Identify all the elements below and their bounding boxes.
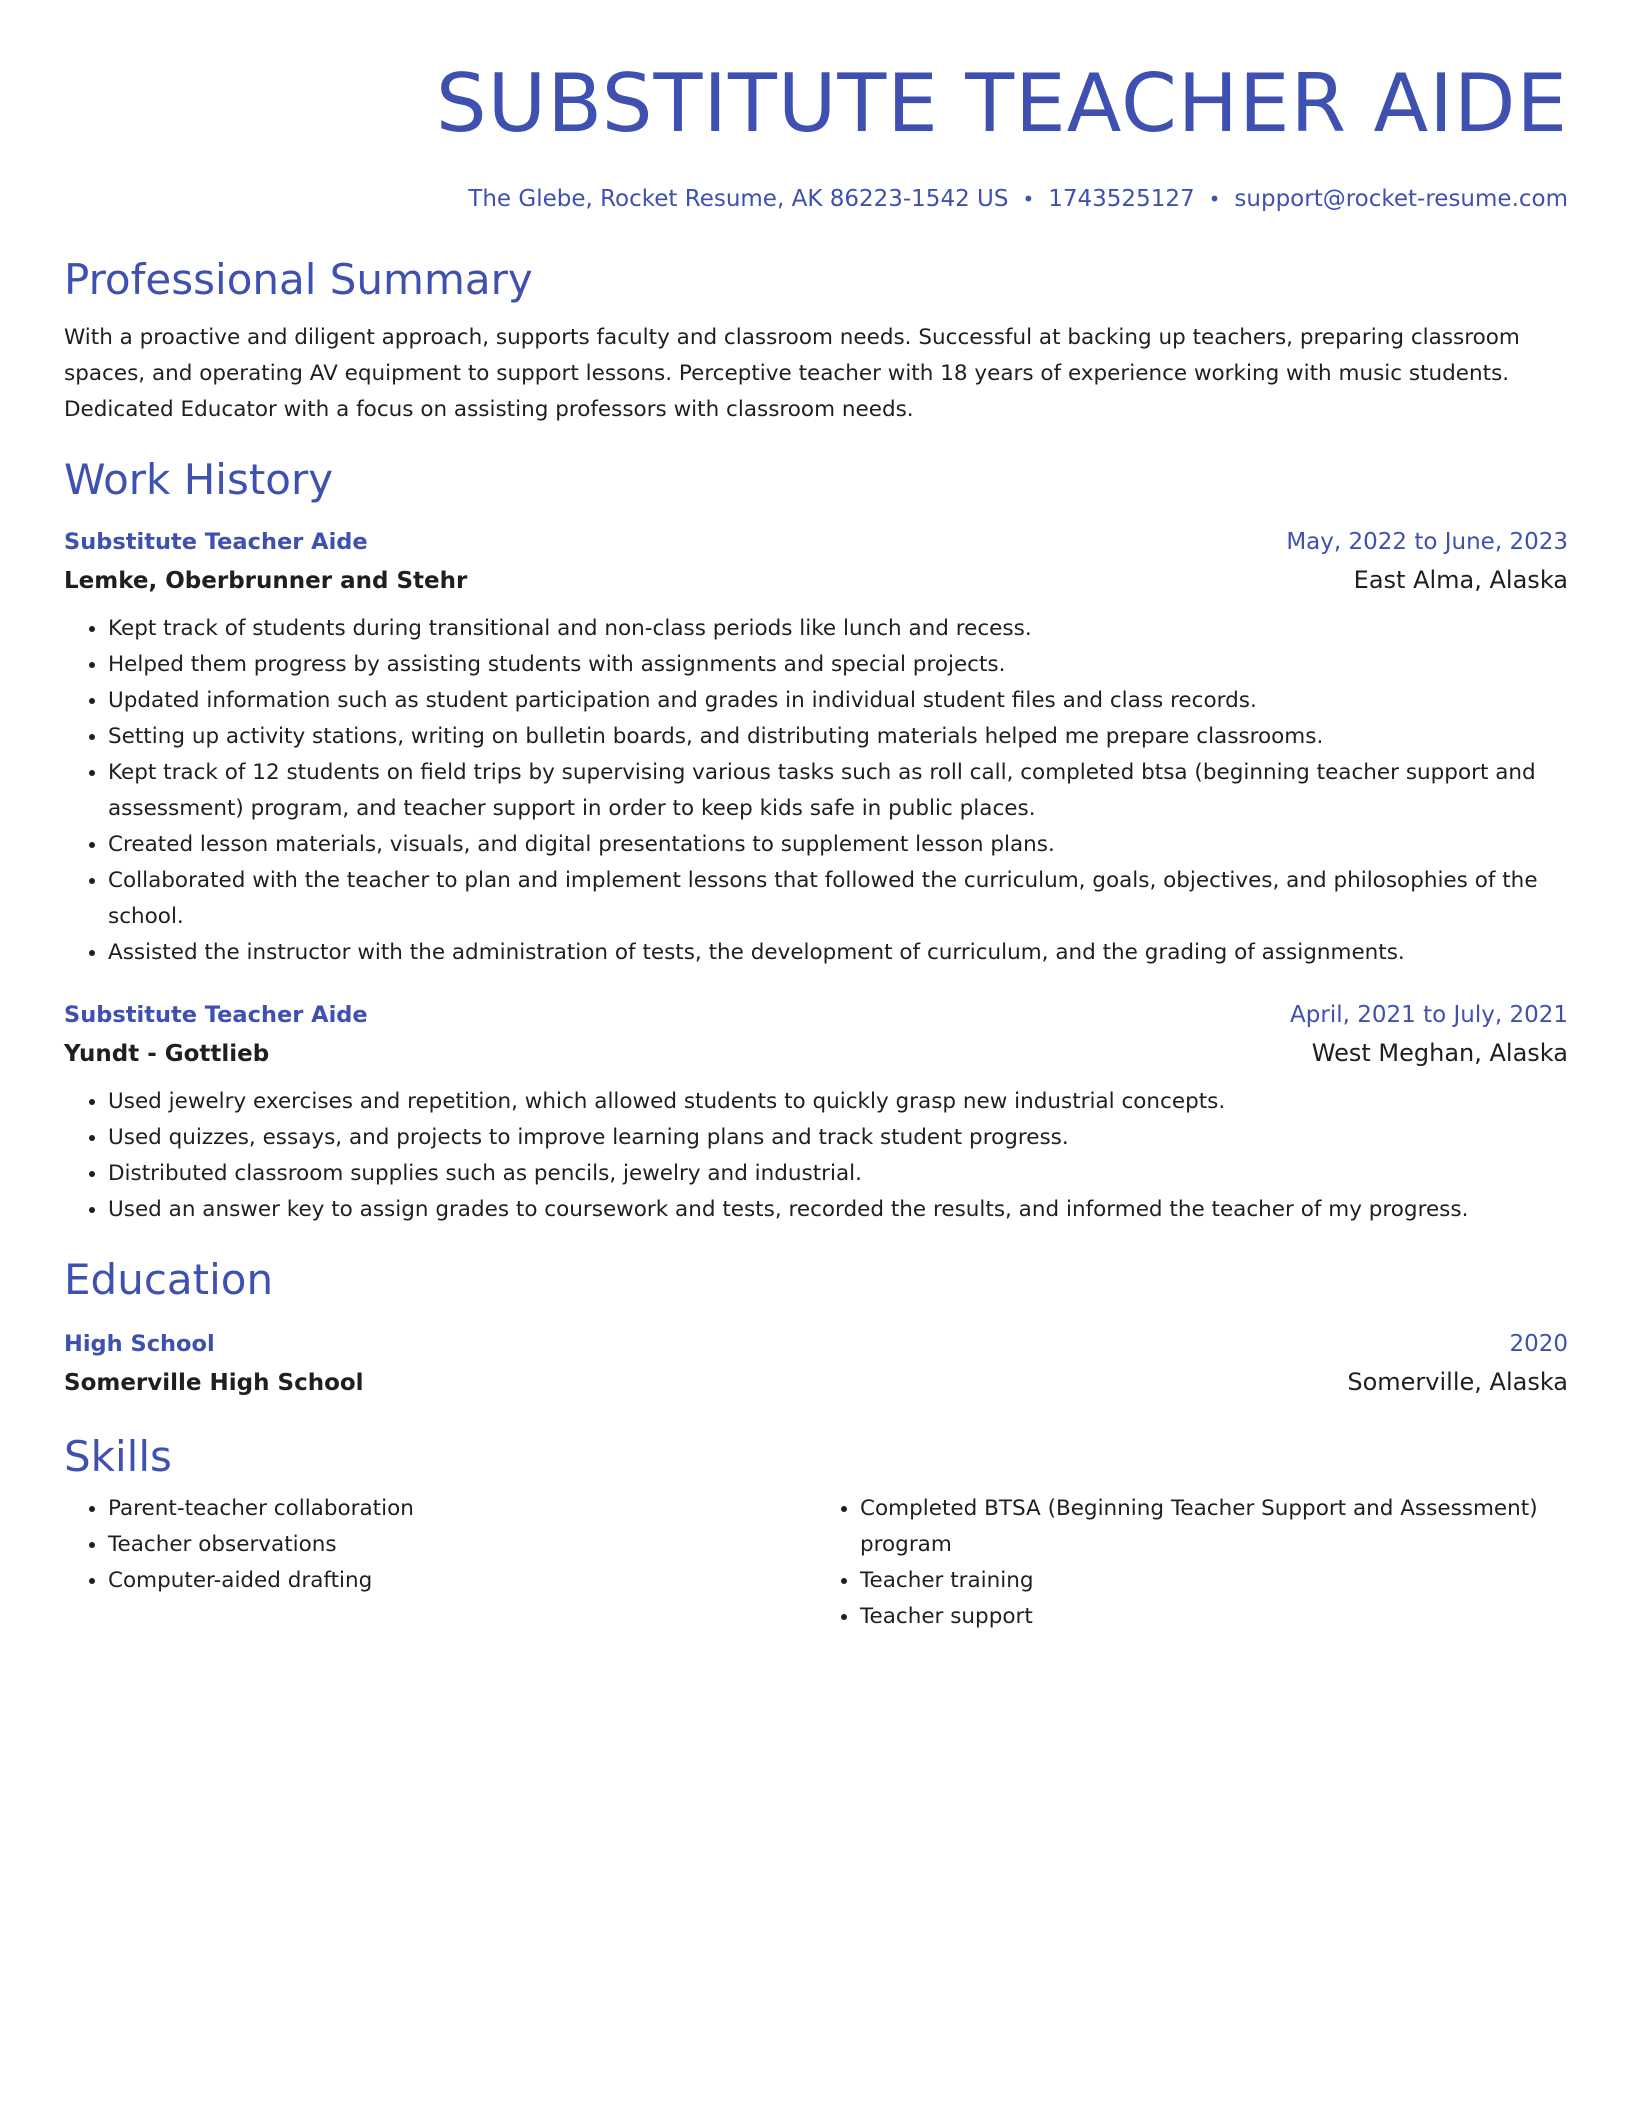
contact-line [64,182,1568,216]
skill-item: • Completed BTSA (Beginning Teacher Support and Assessment) program [860,1491,1568,1563]
job-header-row [64,997,1568,1033]
job-bullet: • Updated information such as student participation and grades in individual student files and class records. [108,683,1568,719]
summary-section [64,254,1568,428]
skills-list-right [816,1491,1568,1635]
skill-item: • Teacher observations [108,1527,816,1563]
job-entry [64,524,1568,971]
job-bullet: • Used jewelry exercises and repetition, which allowed students to quickly grasp new industrial concepts. [108,1084,1568,1120]
education-school: Somerville High School [64,1370,364,1396]
education-year: 2020 [1509,1331,1568,1357]
education-entry [64,1326,1568,1403]
job-dates: April, 2021 to July, 2021 [1290,1002,1568,1028]
education-header-row [64,1326,1568,1362]
job-bullet: • Used an answer key to assign grades to coursework and tests, recorded the results, and informed the teacher of my progress. [108,1192,1568,1228]
job-dates: May, 2022 to June, 2023 [1286,529,1568,555]
summary-heading: Professional Summary [64,255,533,304]
skill-item: • Parent-teacher collaboration [108,1491,816,1527]
job-employer-row [64,560,1568,601]
job-bullet: • Used quizzes, essays, and projects to improve learning plans and track student progress. [108,1120,1568,1156]
contact-separator: • [1022,187,1035,211]
contact-separator: • [1208,187,1221,211]
job-bullet: • Kept track of students during transitional and non-class periods like lunch and recess. [108,611,1568,647]
skills-columns [64,1491,1568,1635]
job-bullet: • Kept track of 12 students on field trips by supervising various tasks such as roll call, completed btsa (beginning teacher support and assessment) program, and teacher support in order to keep kids safe in public places. [108,755,1568,827]
work-history-heading: Work History [64,455,334,504]
candidate-name: SUBSTITUTE TEACHER AIDE [435,57,1568,150]
job-header-row [64,524,1568,560]
job-bullet: • Created lesson materials, visuals, and digital presentations to supplement lesson plans. [108,827,1568,863]
job-bullets [64,611,1568,971]
job-entry [64,997,1568,1228]
contact-email: support@rocket-resume.com [1234,186,1568,212]
job-employer: Lemke, Oberbrunner and Stehr [64,568,468,594]
work-history-section [64,454,1568,1228]
contact-address: The Glebe, Rocket Resume, AK 86223-1542 US [468,186,1009,212]
job-title: Substitute Teacher Aide [64,1002,368,1028]
education-degree: High School [64,1331,215,1357]
skills-list-left [64,1491,816,1635]
job-bullet: • Collaborated with the teacher to plan and implement lessons that followed the curriculum, goals, objectives, and philosophies of the school. [108,863,1568,935]
contact-phone: 1743525127 [1048,186,1195,212]
skill-item: • Teacher training [860,1563,1568,1599]
job-location: East Alma, Alaska [1353,566,1568,594]
job-employer-row [64,1033,1568,1074]
job-employer: Yundt - Gottlieb [64,1041,270,1067]
skill-item: • Computer-aided drafting [108,1563,816,1599]
education-location: Somerville, Alaska [1347,1368,1568,1396]
skills-heading: Skills [64,1432,172,1481]
skill-item: • Teacher support [860,1599,1568,1635]
job-bullet: • Distributed classroom supplies such as pencils, jewelry and industrial. [108,1156,1568,1192]
job-bullet: • Assisted the instructor with the administration of tests, the development of curriculum, and the grading of assignments. [108,935,1568,971]
job-bullets [64,1084,1568,1228]
education-heading: Education [64,1255,274,1304]
resume-header [64,56,1568,216]
education-section [64,1254,1568,1403]
job-bullet: • Helped them progress by assisting students with assignments and special projects. [108,647,1568,683]
skills-section [64,1431,1568,1635]
job-location: West Meghan, Alaska [1311,1039,1568,1067]
job-bullet: • Setting up activity stations, writing on bulletin boards, and distributing materials helped me prepare classrooms. [108,719,1568,755]
education-school-row [64,1362,1568,1403]
job-title: Substitute Teacher Aide [64,529,368,555]
summary-text: With a proactive and diligent approach, supports faculty and classroom needs. Successful at backing up teachers, preparing classroom spaces, and operating AV equipment to support lessons. Perceptive teacher with 18 years of experience working with music students. Dedicated Educator with a focus on assisting professors with classroom needs. [64,325,1520,422]
